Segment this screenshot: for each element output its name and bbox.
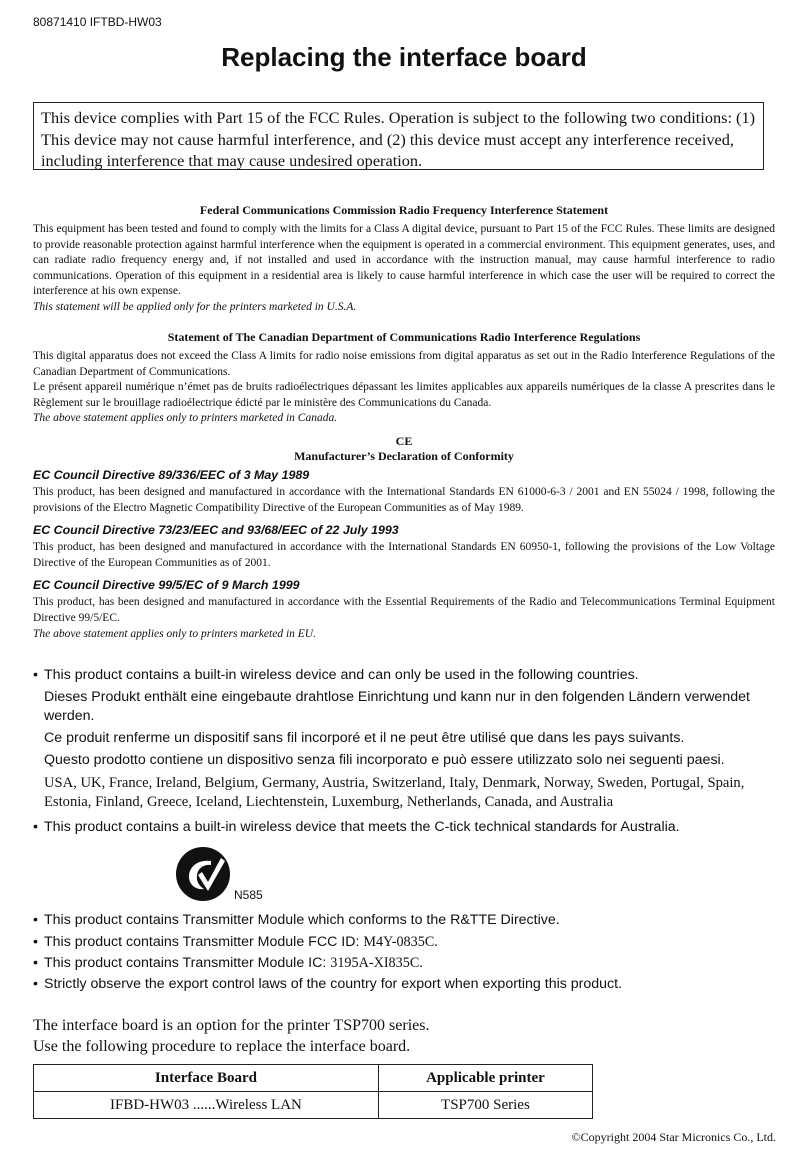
- directive-title: EC Council Directive 89/336/EEC of 3 May 1989: [33, 468, 310, 482]
- c-tick-mark-icon: [175, 846, 231, 902]
- table-cell: TSP700 Series: [378, 1092, 592, 1119]
- bullet-icon: •: [33, 912, 38, 928]
- bullet-item: [33, 975, 778, 994]
- directive-body: This product, has been designed and manufactured in accordance with the International Standards EN 60950-1, following the provisions of the Low Voltage Directive of the European Communities as of 2001.: [33, 541, 775, 569]
- bullet-icon: •: [33, 819, 38, 835]
- wireless-text-en: This product contains a built-in wireless device and can only be used in the following countries.: [44, 667, 639, 683]
- intro-line: The interface board is an option for the printer TSP700 series.: [33, 1017, 430, 1034]
- country-list: USA, UK, France, Ireland, Belgium, Germany, Austria, Switzerland, Italy, Denmark, Norway, Sweden, Portugal, Spain, Estonia, Finland, Greece, Iceland, Liechtenstein, Luxemburg, Netherlands, Canada, and Australia: [44, 775, 745, 810]
- bullet-text: This product contains Transmitter Module FCC ID:: [44, 934, 364, 950]
- canada-heading: Statement of The Canadian Department of Communications Radio Interference Regulations: [167, 330, 641, 344]
- intro-line: Use the following procedure to replace the interface board.: [33, 1038, 411, 1055]
- bullet-text: This product contains Transmitter Module IC:: [44, 955, 331, 971]
- interface-board-table: [33, 1064, 593, 1119]
- canada-note: The above statement applies only to printers marketed in Canada.: [33, 412, 338, 425]
- bullet-text: This product contains Transmitter Module which conforms to the R&TTE Directive.: [44, 912, 560, 928]
- wireless-text-it: Questo prodotto contiene un dispositivo senza fili incorporato e può essere utilizzato solo nei seguenti paesi.: [44, 752, 725, 768]
- column-header: Interface Board: [34, 1065, 379, 1092]
- column-header: Applicable printer: [378, 1065, 592, 1092]
- bullet-item: [33, 933, 778, 952]
- fcc-heading: Federal Communications Commission Radio Frequency Interference Statement: [199, 203, 609, 217]
- document-id: 80871410 IFTBD-HW03: [33, 15, 162, 29]
- ctick-text: This product contains a built-in wireless device that meets the C-tick technical standards for Australia.: [44, 819, 680, 835]
- directive-body: This product, has been designed and manufactured in accordance with the Essential Requirements of the Radio and Telecommunications Terminal Equipment Directive 99/5/EC.: [33, 596, 775, 624]
- directive-title: EC Council Directive 73/23/EEC and 93/68/EEC of 22 July 1993: [33, 523, 399, 537]
- wireless-text-fr: Ce produit renferme un dispositif sans fil incorporé et il ne peut être utilisé que dans les pays suivants.: [44, 730, 685, 746]
- fcc-id-code: M4Y-0835C.: [363, 934, 438, 950]
- bullet-icon: •: [33, 934, 38, 950]
- wireless-countries-section: [33, 666, 778, 770]
- bullet-icon: •: [33, 667, 38, 683]
- bullet-item: [33, 954, 778, 973]
- bullet-icon: •: [33, 976, 38, 992]
- bullet-item: [33, 911, 778, 930]
- intro-text: [33, 1015, 429, 1057]
- bullet-icon: •: [33, 955, 38, 971]
- ctick-supplier-code: N585: [234, 888, 263, 902]
- copyright: ©Copyright 2004 Star Micronics Co., Ltd.: [571, 1130, 776, 1144]
- ic-code: 3195A-XI835C.: [330, 955, 423, 971]
- bullet-text: Strictly observe the export control laws of the country for export when exporting this product.: [44, 976, 623, 992]
- ctick-bullet: [33, 818, 778, 837]
- wireless-text-de: Dieses Produkt enthält eine eingebaute drahtlose Einrichtung und kann nur in den folgenden Ländern verwendet werden.: [44, 689, 750, 724]
- fcc-body: This equipment has been tested and found to comply with the limits for a Class A digital device, pursuant to Part 15 of the FCC Rules. These limits are designed to provide reasonable protection against harmful interference when the equipment is operated in a commercial environment. This equipment generates, uses, and can radiate radio frequency energy and, if not installed and used in accordance with the instruction manual, may cause harmful interference to radio communications. Operation of this equipment in a residential area is likely to cause harmful interference in which case the user will be required to correct the interference at his own expense.: [33, 223, 775, 298]
- directive-title: EC Council Directive 99/5/EC of 9 March 1999: [33, 578, 300, 592]
- table-row: [34, 1092, 593, 1119]
- ce-heading: CE: [395, 434, 413, 448]
- canada-body-fr: Le présent appareil numérique n’émet pas de bruits radioélectriques dépassant les limites applicables aux appareils numériques de la classe A prescrites dans le Règlement sur le brouillage radioélectrique édicté par le ministère des Communications du Canada.: [33, 381, 775, 409]
- table-header-row: [34, 1065, 593, 1092]
- fcc-compliance-box: This device complies with Part 15 of the FCC Rules. Operation is subject to the following two conditions: (1) This device may not cause harmful interference, and (2) this device must accept any interference received, including interference that may cause undesired operation.: [33, 102, 764, 170]
- fcc-statement: [33, 222, 775, 316]
- table-cell: IFBD-HW03 ......Wireless LAN: [34, 1092, 379, 1119]
- fcc-note: This statement will be applied only for the printers marketed in U.S.A.: [33, 300, 357, 313]
- canada-body-en: This digital apparatus does not exceed the Class A limits for radio noise emissions from digital apparatus as set out in the Radio Interference Regulations of the Canadian Department of Communications.: [33, 350, 775, 378]
- page-title: Replacing the interface board: [221, 42, 587, 72]
- conformity-heading: Manufacturer’s Declaration of Conformity: [294, 449, 514, 463]
- canada-statement: [33, 349, 775, 427]
- directive-body: This product, has been designed and manufactured in accordance with the International Standards EN 61000-6-3 / 2001 and EN 55024 / 1998, following the provisions of the Electro Magnetic Compatibility Directive of the European Communities as of May 1989.: [33, 486, 775, 514]
- ce-note: The above statement applies only to printers marketed in EU.: [33, 628, 316, 640]
